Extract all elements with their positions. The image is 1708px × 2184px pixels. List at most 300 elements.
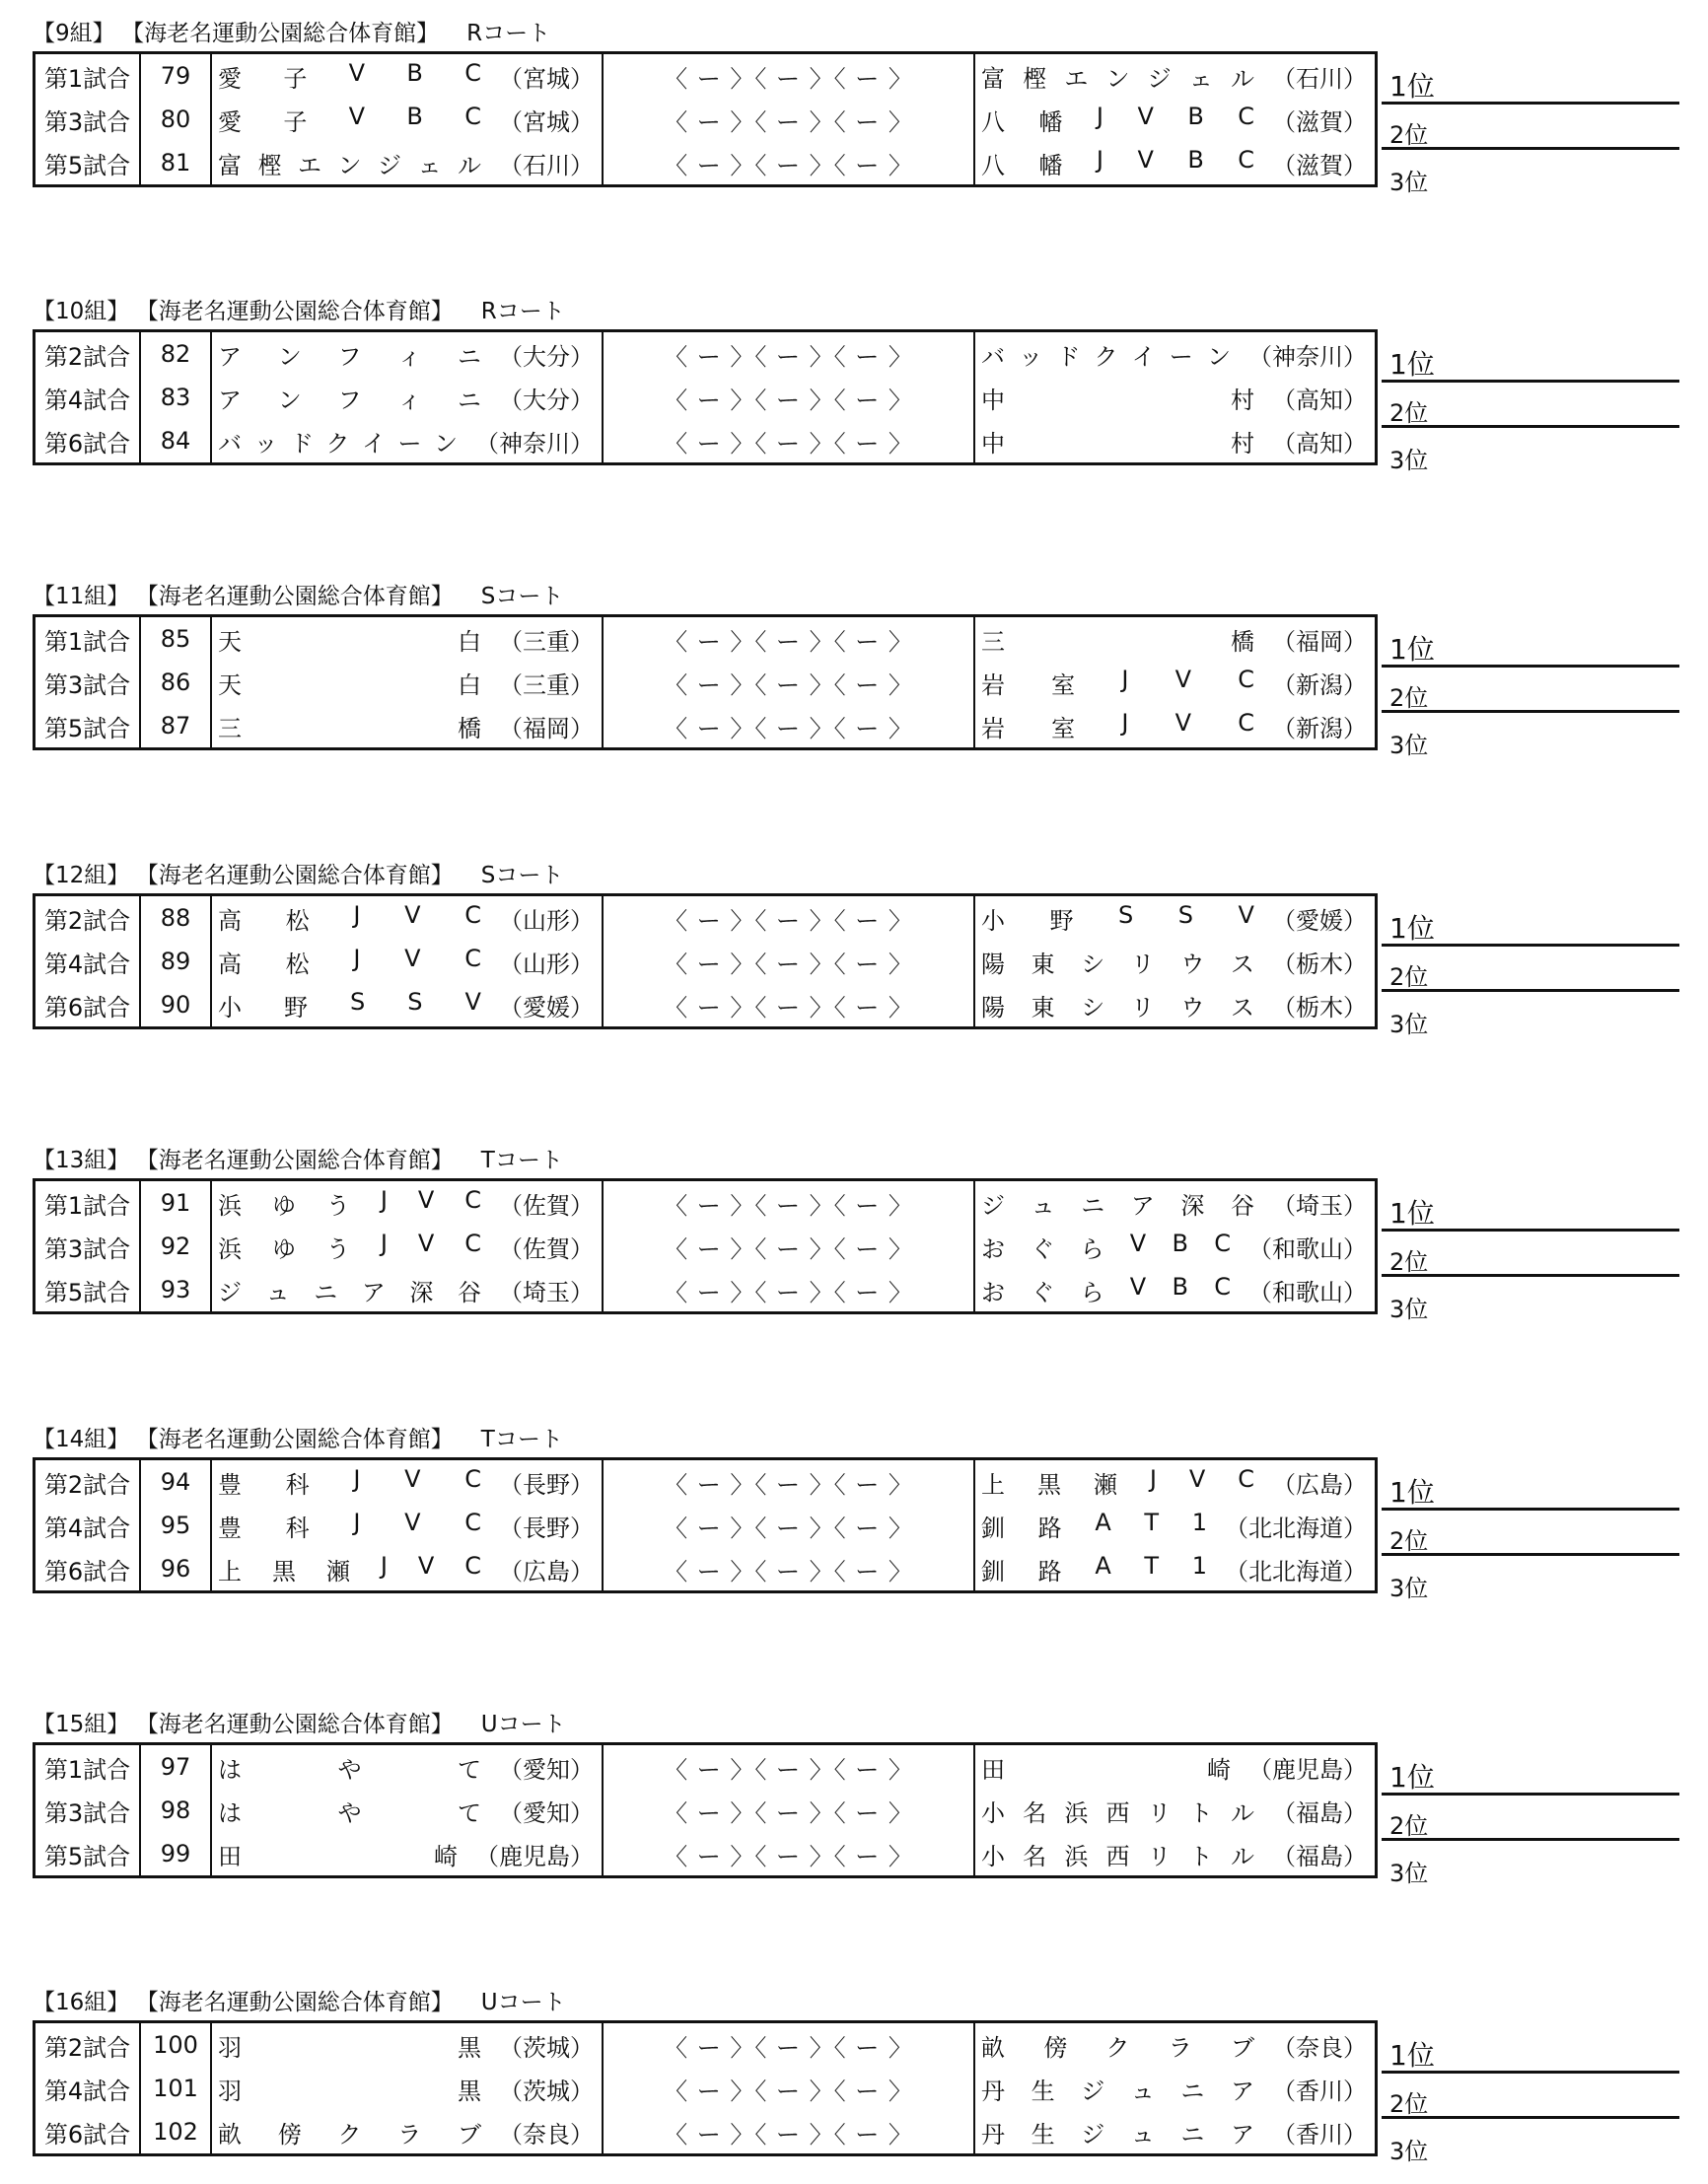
team-name-char: V [417, 1185, 435, 1214]
team-b-cell [974, 2022, 1377, 2068]
score-cell[interactable]: 〈 ー 〉〈 ー 〉〈 ー 〉 [603, 53, 974, 99]
match-label: 第6試合 [35, 2110, 141, 2155]
match-label: 第5試合 [35, 1268, 141, 1313]
team-name-char: 西 [1105, 1798, 1130, 1827]
match-row [35, 704, 1377, 749]
team-a-name [218, 381, 499, 415]
team-a-prefecture: （長野） [499, 1514, 594, 1542]
team-name-char: 小 [981, 906, 1005, 935]
team-name-char: 三 [981, 627, 1005, 656]
match-table [33, 1742, 1378, 1878]
team-name-char: 幡 [1038, 151, 1063, 179]
score-cell[interactable]: 〈 ー 〉〈 ー 〉〈 ー 〉 [603, 419, 974, 464]
rank-1st[interactable]: 1位 [1382, 612, 1679, 668]
team-name-char: ュ [1130, 2120, 1155, 2149]
team-name-char: ク [325, 429, 350, 458]
group-court: Sコート [480, 584, 564, 609]
rank-lines [1382, 612, 1679, 760]
group-id: 【14組】 [33, 1427, 130, 1452]
team-a-name [218, 2028, 499, 2063]
team-b-name [981, 666, 1272, 700]
score-cell[interactable]: 〈 ー 〉〈 ー 〉〈 ー 〉 [603, 616, 974, 662]
rank-1st[interactable]: 1位 [1382, 327, 1679, 383]
group-block [33, 1985, 1689, 2182]
match-table [33, 329, 1378, 465]
score-cell[interactable]: 〈 ー 〉〈 ー 〉〈 ー 〉 [603, 1789, 974, 1832]
match-number: 88 [140, 895, 211, 941]
team-name-char: 小 [981, 1798, 1005, 1827]
score-cell[interactable]: 〈 ー 〉〈 ー 〉〈 ー 〉 [603, 376, 974, 419]
team-name-char: 松 [285, 950, 310, 978]
team-b-prefecture: （愛媛） [1272, 906, 1367, 935]
team-name-char: 深 [1180, 1191, 1205, 1220]
team-name-char: 1 [1191, 1551, 1207, 1580]
group-block [33, 858, 1689, 1055]
team-name-char: ア [218, 386, 242, 414]
match-row [35, 1504, 1377, 1547]
team-b-name [981, 146, 1272, 180]
team-a-cell [211, 616, 603, 662]
team-name-char: J [353, 900, 361, 929]
rank-1st[interactable]: 1位 [1382, 49, 1679, 105]
team-name-char: ら [1080, 1234, 1104, 1263]
team-name-char: S [1177, 900, 1194, 929]
score-cell[interactable]: 〈 ー 〉〈 ー 〉〈 ー 〉 [603, 983, 974, 1028]
team-name-char: V [1174, 708, 1192, 737]
team-b-prefecture: （広島） [1272, 1470, 1367, 1499]
team-b-cell [974, 331, 1377, 377]
team-b-name [981, 1750, 1248, 1785]
group-venue: 【海老名運動公園総合体育館】 [147, 863, 454, 888]
team-name-char: や [337, 1798, 362, 1827]
team-name-char: C [464, 58, 481, 87]
team-b-cell [974, 1180, 1377, 1226]
team-a-name [218, 945, 499, 979]
team-name-char: フ [337, 386, 362, 414]
match-number: 82 [140, 331, 211, 377]
team-name-char: 八 [981, 151, 1005, 179]
team-name-char: 中 [981, 386, 1005, 414]
rank-3rd[interactable]: 3位 [1389, 2138, 1429, 2165]
team-a-cell [211, 1504, 603, 1547]
team-name-char: ュ [265, 1278, 290, 1306]
team-name-char: イ [362, 429, 386, 458]
team-name-char: ジ [378, 151, 401, 179]
team-a-cell [211, 2022, 603, 2068]
team-b-name [981, 1273, 1248, 1307]
score-cell[interactable]: 〈 ー 〉〈 ー 〉〈 ー 〉 [603, 141, 974, 186]
match-number: 83 [140, 376, 211, 419]
team-name-char: V [1129, 1229, 1147, 1257]
team-name-char: ニ [1180, 2077, 1205, 2105]
rank-1st[interactable]: 1位 [1382, 891, 1679, 947]
team-name-char: 天 [218, 670, 242, 699]
team-b-prefecture: （奈良） [1272, 2033, 1367, 2062]
team-b-cell [974, 1744, 1377, 1790]
team-name-char: 子 [283, 64, 308, 93]
match-label: 第4試合 [35, 940, 141, 983]
team-name-char: 瀬 [1093, 1470, 1117, 1499]
team-name-char: ク [1105, 2033, 1130, 2062]
team-name-char: ン [277, 386, 302, 414]
rank-3rd[interactable]: 3位 [1389, 1296, 1429, 1323]
match-number: 96 [140, 1547, 211, 1592]
team-name-char: 野 [284, 993, 309, 1022]
match-table [33, 614, 1378, 750]
team-b-name [981, 424, 1272, 458]
team-name-char: S [407, 987, 423, 1016]
score-cell[interactable]: 〈 ー 〉〈 ー 〉〈 ー 〉 [603, 940, 974, 983]
team-a-prefecture: （広島） [499, 1557, 594, 1585]
team-name-char: シ [1081, 950, 1105, 978]
group-title [33, 579, 563, 614]
team-name-char: 谷 [1230, 1191, 1254, 1220]
team-name-char: 崎 [1207, 1755, 1231, 1784]
team-name-char: ィ [397, 386, 422, 414]
team-a-name [218, 622, 499, 657]
team-name-char: A [1095, 1508, 1111, 1536]
team-b-cell [974, 616, 1377, 662]
match-row [35, 419, 1377, 464]
team-name-char: シ [1081, 993, 1105, 1022]
team-b-name [981, 337, 1248, 372]
match-number: 90 [140, 983, 211, 1028]
team-name-char: 浜 [218, 1234, 242, 1263]
match-table [33, 2020, 1378, 2156]
group-venue: 【海老名運動公園総合体育館】 [147, 299, 454, 324]
team-b-prefecture: （鹿児島） [1248, 1755, 1367, 1784]
team-b-prefecture: （滋賀） [1272, 151, 1367, 179]
group-block [33, 294, 1689, 491]
match-number: 84 [140, 419, 211, 464]
team-a-prefecture: （三重） [499, 627, 594, 656]
rank-3rd[interactable]: 3位 [1389, 447, 1429, 474]
rank-2nd[interactable]: 2位 [1382, 1232, 1679, 1277]
team-a-name [218, 2072, 499, 2106]
team-name-char: ン [1206, 342, 1231, 371]
team-a-prefecture: （宮城） [499, 107, 594, 136]
match-row [35, 141, 1377, 186]
team-name-char: 小 [981, 1842, 1005, 1870]
team-name-char: T [1144, 1508, 1160, 1536]
match-row [35, 1180, 1377, 1226]
team-name-char: 丹 [981, 2077, 1005, 2105]
team-name-char: 豊 [218, 1470, 242, 1499]
score-cell[interactable]: 〈 ー 〉〈 ー 〉〈 ー 〉 [603, 704, 974, 749]
team-name-char: ル [1230, 64, 1254, 93]
match-number: 92 [140, 1225, 211, 1268]
team-name-char: う [325, 1234, 350, 1263]
match-row [35, 2067, 1377, 2110]
team-name-char: 豊 [218, 1514, 242, 1542]
score-cell[interactable]: 〈 ー 〉〈 ー 〉〈 ー 〉 [603, 2067, 974, 2110]
team-name-char: V [404, 1508, 421, 1536]
group-court: Tコート [480, 1427, 563, 1452]
team-name-char: ド [1056, 342, 1081, 371]
rank-3rd[interactable]: 3位 [1389, 732, 1429, 759]
team-name-char: 中 [981, 429, 1005, 458]
team-name-char: 愛 [218, 107, 242, 136]
rank-2nd[interactable]: 2位 [1382, 1511, 1679, 1556]
team-name-char: B [1187, 102, 1204, 130]
team-name-char: 西 [1105, 1842, 1130, 1870]
team-name-char: 白 [458, 670, 481, 699]
team-b-name [981, 2115, 1272, 2149]
team-name-char: C [1214, 1229, 1231, 1257]
match-label: 第1試合 [35, 1744, 141, 1790]
team-name-char: 畝 [218, 2120, 242, 2149]
team-a-prefecture: （宮城） [499, 64, 594, 93]
team-b-cell [974, 1459, 1377, 1505]
team-name-char: リ [1130, 993, 1155, 1022]
team-a-name [218, 1552, 499, 1586]
team-name-char: C [464, 1464, 481, 1493]
team-b-name [981, 901, 1272, 936]
match-row [35, 1789, 1377, 1832]
team-a-prefecture: （埼玉） [499, 1278, 594, 1306]
team-a-cell [211, 1225, 603, 1268]
rank-3rd[interactable]: 3位 [1389, 1575, 1429, 1602]
match-number: 86 [140, 661, 211, 704]
score-cell[interactable]: 〈 ー 〉〈 ー 〉〈 ー 〉 [603, 1459, 974, 1505]
team-b-prefecture: （神奈川） [1248, 342, 1367, 371]
score-cell[interactable]: 〈 ー 〉〈 ー 〉〈 ー 〉 [603, 1225, 974, 1268]
team-b-name [981, 1552, 1225, 1586]
team-name-char: ド [290, 429, 314, 458]
match-row [35, 1744, 1377, 1790]
match-label: 第5試合 [35, 704, 141, 749]
team-name-char: 東 [1031, 993, 1055, 1022]
score-cell[interactable]: 〈 ー 〉〈 ー 〉〈 ー 〉 [603, 1547, 974, 1592]
team-a-name [218, 1186, 499, 1221]
team-b-prefecture: （新潟） [1272, 670, 1367, 699]
team-b-name [981, 1794, 1272, 1828]
team-name-char: バ [981, 342, 1005, 371]
team-b-cell [974, 1789, 1377, 1832]
team-name-char: J [353, 1508, 361, 1536]
team-b-cell [974, 53, 1377, 99]
team-b-cell [974, 419, 1377, 464]
rank-2nd[interactable]: 2位 [1382, 383, 1679, 428]
match-number: 91 [140, 1180, 211, 1226]
rank-2nd[interactable]: 2位 [1382, 105, 1679, 150]
team-name-char: 黒 [458, 2077, 481, 2105]
team-name-char: ジ [1081, 2077, 1105, 2105]
team-name-char: 天 [218, 627, 242, 656]
rank-1st[interactable]: 1位 [1382, 1176, 1679, 1232]
team-a-prefecture: （長野） [499, 1470, 594, 1499]
rank-3rd[interactable]: 3位 [1389, 169, 1429, 196]
team-b-name [981, 2028, 1272, 2063]
team-a-cell [211, 661, 603, 704]
rank-2nd[interactable]: 2位 [1382, 2074, 1679, 2119]
team-name-char: ン [1105, 64, 1130, 93]
team-name-char: ト [1188, 1798, 1213, 1827]
team-name-char: V [1137, 102, 1154, 130]
team-name-char: B [1172, 1272, 1188, 1301]
team-name-char: ア [1230, 2120, 1254, 2149]
team-name-char: A [1095, 1551, 1111, 1580]
match-row [35, 661, 1377, 704]
team-name-char: て [458, 1798, 481, 1827]
team-name-char: 樫 [257, 151, 282, 179]
team-name-char: 岩 [981, 714, 1005, 742]
match-number: 99 [140, 1832, 211, 1877]
team-name-char: 岩 [981, 670, 1005, 699]
team-name-char: 室 [1051, 670, 1076, 699]
team-name-char: バ [218, 429, 242, 458]
team-name-char: V [464, 987, 481, 1016]
rank-2nd[interactable]: 2位 [1382, 668, 1679, 713]
rank-3rd[interactable]: 3位 [1389, 1860, 1429, 1887]
team-name-char: ェ [1188, 64, 1213, 93]
team-name-char: フ [337, 342, 362, 371]
team-b-name [981, 59, 1272, 94]
score-cell[interactable]: 〈 ー 〉〈 ー 〉〈 ー 〉 [603, 2022, 974, 2068]
match-number: 101 [140, 2067, 211, 2110]
group-title [33, 16, 550, 51]
team-name-char: リ [1147, 1798, 1172, 1827]
team-a-prefecture: （茨城） [499, 2077, 594, 2105]
score-cell[interactable]: 〈 ー 〉〈 ー 〉〈 ー 〉 [603, 895, 974, 941]
match-label: 第4試合 [35, 2067, 141, 2110]
team-name-char: ゆ [271, 1234, 296, 1263]
match-row [35, 616, 1377, 662]
group-venue: 【海老名運動公園総合体育館】 [147, 1990, 454, 2015]
team-a-name [218, 1837, 475, 1871]
team-name-char: ア [1230, 2077, 1254, 2105]
team-name-char: V [417, 1551, 435, 1580]
team-name-char: J [380, 1185, 388, 1214]
team-a-cell [211, 2110, 603, 2155]
match-number: 94 [140, 1459, 211, 1505]
team-b-prefecture: （和歌山） [1248, 1278, 1367, 1306]
team-b-name [981, 1186, 1272, 1221]
match-table [33, 893, 1378, 1029]
rank-2nd[interactable]: 2位 [1382, 1796, 1679, 1841]
match-number: 97 [140, 1744, 211, 1790]
team-name-char: C [1238, 1464, 1254, 1493]
team-name-char: J [1121, 665, 1129, 693]
team-name-char: C [464, 944, 481, 972]
team-a-name [218, 1230, 499, 1264]
rank-lines [1382, 327, 1679, 475]
team-a-cell [211, 1180, 603, 1226]
score-cell[interactable]: 〈 ー 〉〈 ー 〉〈 ー 〉 [603, 1744, 974, 1790]
group-title [33, 1143, 563, 1178]
score-cell[interactable]: 〈 ー 〉〈 ー 〉〈 ー 〉 [603, 1180, 974, 1226]
team-a-prefecture: （神奈川） [475, 429, 594, 458]
team-b-prefecture: （石川） [1272, 64, 1367, 93]
team-name-char: ぐ [1031, 1278, 1055, 1306]
team-name-char: て [458, 1755, 481, 1784]
team-b-prefecture: （香川） [1272, 2120, 1367, 2149]
team-name-char: 路 [1037, 1514, 1062, 1542]
score-cell[interactable]: 〈 ー 〉〈 ー 〉〈 ー 〉 [603, 331, 974, 377]
group-court: Tコート [480, 1148, 563, 1173]
match-label: 第1試合 [35, 53, 141, 99]
group-court: Rコート [480, 299, 565, 324]
match-row [35, 983, 1377, 1028]
team-name-char: ニ [1180, 2120, 1205, 2149]
rank-3rd[interactable]: 3位 [1389, 1011, 1429, 1038]
score-cell[interactable]: 〈 ー 〉〈 ー 〉〈 ー 〉 [603, 661, 974, 704]
team-name-char: C [464, 1508, 481, 1536]
team-b-prefecture: （北北海道） [1225, 1514, 1367, 1542]
team-name-char: ア [1130, 1191, 1155, 1220]
match-label: 第2試合 [35, 331, 141, 377]
team-name-char: 松 [285, 906, 310, 935]
group-court: Uコート [480, 1990, 566, 2015]
score-cell[interactable]: 〈 ー 〉〈 ー 〉〈 ー 〉 [603, 1504, 974, 1547]
team-name-char: 陽 [981, 950, 1005, 978]
team-b-name [981, 1230, 1248, 1264]
match-number: 89 [140, 940, 211, 983]
team-name-char: B [406, 58, 423, 87]
team-name-char: 室 [1051, 714, 1076, 742]
team-name-char: 高 [218, 906, 242, 935]
team-name-char: ニ [458, 342, 481, 371]
team-name-char: B [1172, 1229, 1188, 1257]
group-court: Sコート [480, 863, 564, 888]
team-name-char: ブ [458, 2120, 481, 2149]
team-name-char: C [1238, 708, 1254, 737]
group-block [33, 579, 1689, 776]
rank-1st[interactable]: 1位 [1382, 2018, 1679, 2074]
team-name-char: ゆ [271, 1191, 296, 1220]
group-id: 【9組】 [33, 21, 115, 46]
rank-2nd[interactable]: 2位 [1382, 947, 1679, 992]
group-block [33, 1422, 1689, 1619]
team-b-cell [974, 2067, 1377, 2110]
score-cell[interactable]: 〈 ー 〉〈 ー 〉〈 ー 〉 [603, 1268, 974, 1313]
team-name-char: ニ [1081, 1191, 1105, 1220]
team-name-char: ニ [458, 386, 481, 414]
team-name-char: や [337, 1755, 362, 1784]
team-a-name [218, 146, 499, 180]
team-name-char: C [1214, 1272, 1231, 1301]
team-b-name [981, 1837, 1272, 1871]
rank-1st[interactable]: 1位 [1382, 1740, 1679, 1796]
team-name-char: ュ [1031, 1191, 1055, 1220]
rank-1st[interactable]: 1位 [1382, 1455, 1679, 1511]
match-row [35, 2110, 1377, 2155]
team-name-char: ら [1080, 1278, 1104, 1306]
group-title [33, 858, 563, 893]
team-a-prefecture: （山形） [499, 906, 594, 935]
match-table [33, 51, 1378, 187]
team-b-cell [974, 1268, 1377, 1313]
team-b-prefecture: （滋賀） [1272, 107, 1367, 136]
team-name-char: ル [458, 151, 481, 179]
score-cell[interactable]: 〈 ー 〉〈 ー 〉〈 ー 〉 [603, 98, 974, 141]
team-name-char: 上 [981, 1470, 1005, 1499]
team-name-char: 名 [1023, 1798, 1047, 1827]
group-venue: 【海老名運動公園総合体育館】 [147, 1148, 454, 1173]
team-name-char: ッ [1019, 342, 1043, 371]
team-b-prefecture: （香川） [1272, 2077, 1367, 2105]
match-row [35, 2022, 1377, 2068]
score-cell[interactable]: 〈 ー 〉〈 ー 〉〈 ー 〉 [603, 1832, 974, 1877]
match-row [35, 376, 1377, 419]
team-a-cell [211, 1832, 603, 1877]
team-name-char: 小 [218, 993, 242, 1022]
team-b-cell [974, 1504, 1377, 1547]
score-cell[interactable]: 〈 ー 〉〈 ー 〉〈 ー 〉 [603, 2110, 974, 2155]
team-name-char: 黒 [458, 2033, 481, 2062]
team-a-name [218, 901, 499, 936]
team-name-char: V [417, 1229, 435, 1257]
